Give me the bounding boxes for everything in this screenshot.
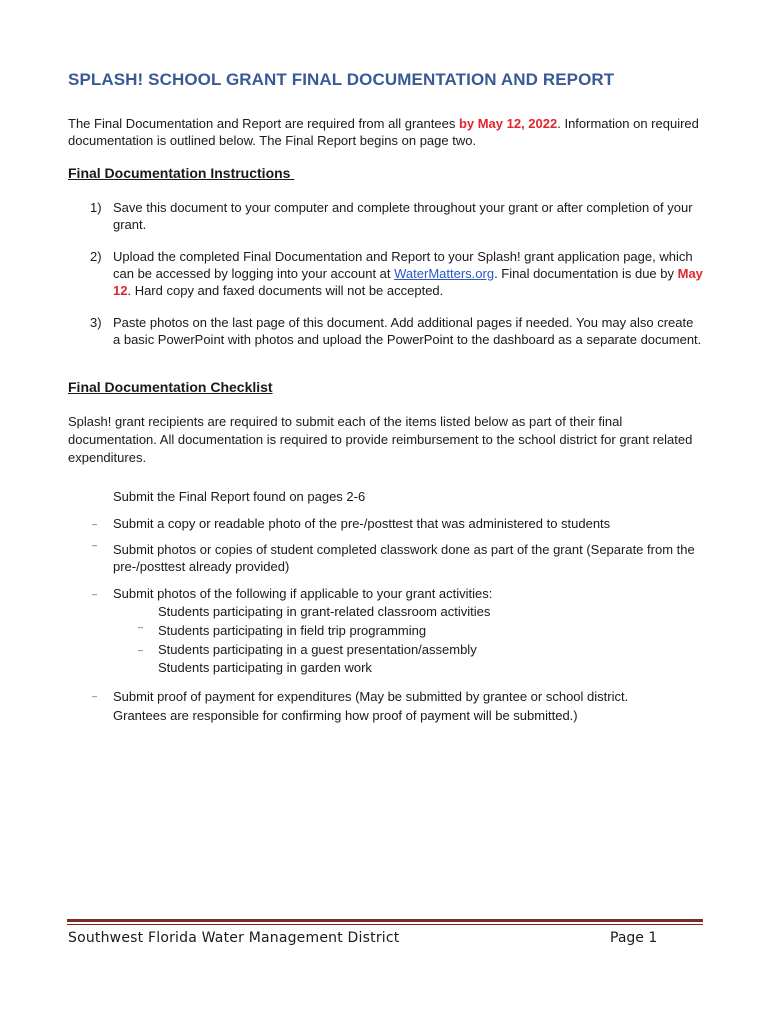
checklist-heading: Final Documentation Checklist bbox=[68, 379, 273, 395]
checklist-subitem: Students participating in field trip programming bbox=[158, 623, 427, 638]
instruction-item bbox=[113, 248, 713, 299]
checklist-item: Submit photos of the following if applicable to your grant activities: bbox=[113, 586, 493, 601]
instruction-text: . Hard copy and faxed documents will not be accepted. bbox=[127, 283, 444, 298]
checklist-item: Submit photos or copies of student completed classwork done as part of the grant (Separate from the pre-/posttest already provided) bbox=[113, 542, 695, 574]
checklist-item: Submit the Final Report found on pages 2-6 bbox=[113, 489, 366, 504]
checklist-dash: – bbox=[138, 645, 144, 655]
instruction-number: 2) bbox=[90, 249, 102, 264]
checklist-dash: – bbox=[92, 540, 98, 550]
intro-text-after: . Information on required documentation is outlined below. The Final Report begins on page two. bbox=[68, 116, 699, 148]
checklist-subitem: Students participating in grant-related classroom activities bbox=[158, 604, 491, 619]
checklist-intro: Splash! grant recipients are required to submit each of the items listed below as part of their final documentation. All documentation is required to provide reimbursement to the school district for grant related expenditures. bbox=[68, 414, 693, 465]
checklist-item: Submit a copy or readable photo of the pre-/posttest that was administered to students bbox=[113, 516, 611, 531]
footer-organization: Southwest Florida Water Management District bbox=[68, 930, 400, 946]
footer-page-number: Page 1 bbox=[610, 930, 658, 946]
checklist-subitem: Students participating in garden work bbox=[158, 660, 372, 675]
instruction-item: Save this document to your computer and complete throughout your grant or after completion of your grant. bbox=[113, 200, 693, 232]
instruction-number: 1) bbox=[90, 200, 102, 215]
instruction-text: Upload the completed Final Documentation and Report to your Splash! grant application page, which can be accessed by logging into your account at bbox=[113, 249, 693, 281]
checklist-dash: – bbox=[138, 622, 144, 632]
checklist-dash: – bbox=[92, 519, 98, 529]
intro-paragraph bbox=[68, 115, 708, 149]
due-date-text: May 12 bbox=[113, 266, 703, 298]
instruction-text: . Final documentation is due by bbox=[494, 266, 678, 281]
checklist-dash: – bbox=[92, 589, 98, 599]
checklist-item: Submit proof of payment for expenditures (May be submitted by grantee or school district. Grantees are responsible for confirming how proof of payment will be submitted.) bbox=[113, 689, 629, 723]
instruction-number: 3) bbox=[90, 315, 102, 330]
intro-text-before: The Final Documentation and Report are required from all grantees bbox=[68, 116, 459, 131]
footer-rule bbox=[67, 919, 703, 922]
footer-rule-thin bbox=[67, 924, 703, 925]
instruction-item: Paste photos on the last page of this document. Add additional pages if needed. You may also create a basic PowerPoint with photos and upload the PowerPoint to the dashboard as a separate document. bbox=[113, 315, 702, 347]
checklist-subitem: Students participating in a guest presentation/assembly bbox=[158, 642, 477, 657]
deadline-text: by May 12, 2022 bbox=[458, 116, 558, 131]
document-title: SPLASH! SCHOOL GRANT FINAL DOCUMENTATION AND REPORT bbox=[68, 70, 615, 89]
instructions-heading: Final Documentation Instructions bbox=[68, 165, 295, 181]
checklist-dash: – bbox=[92, 691, 98, 701]
watermatters-link[interactable]: WaterMatters.org bbox=[394, 266, 495, 281]
